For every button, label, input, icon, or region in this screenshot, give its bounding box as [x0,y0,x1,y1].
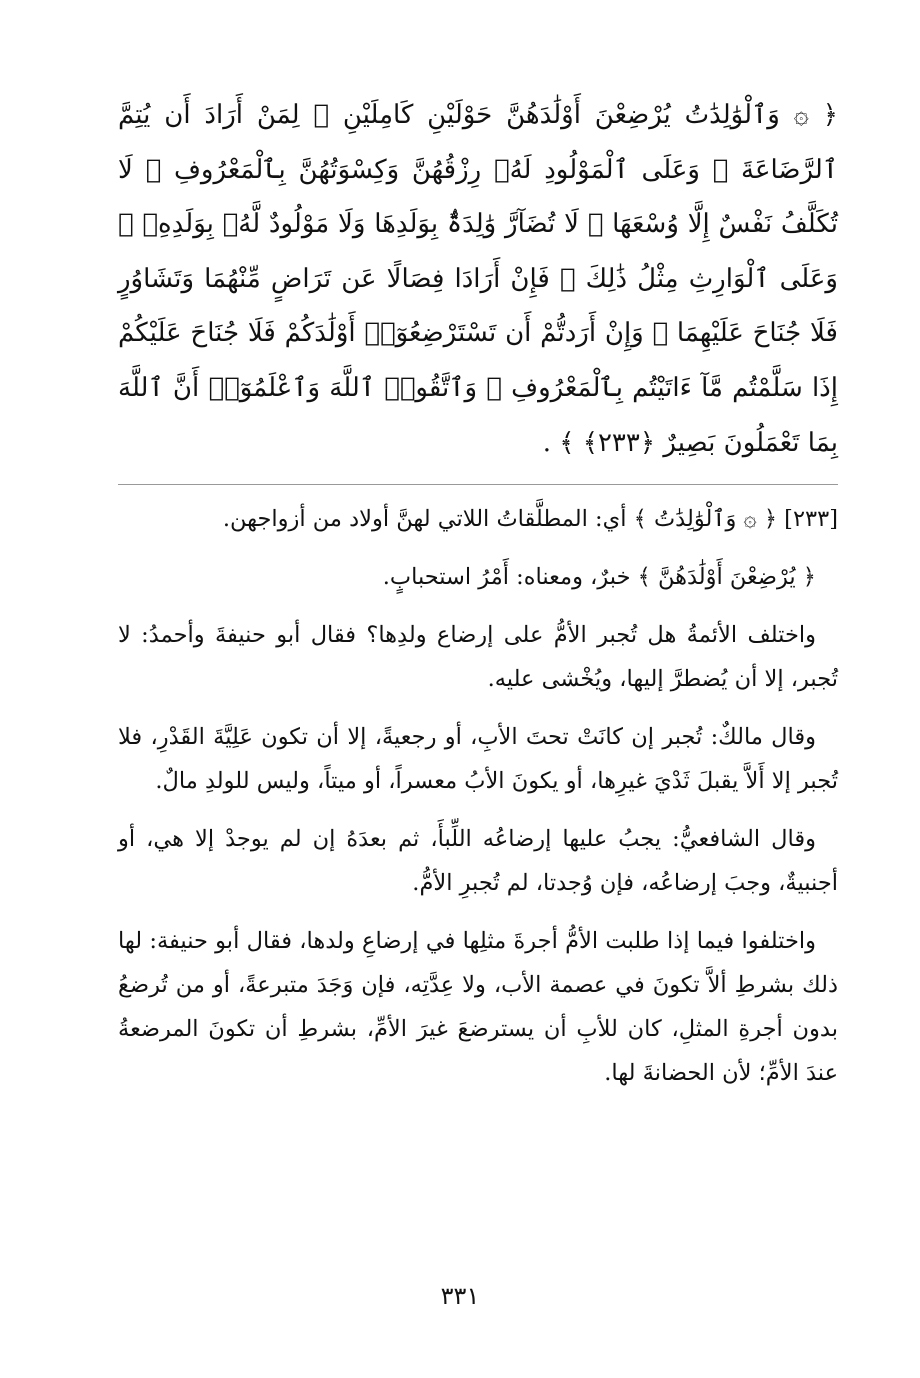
commentary-paragraph-2: ﴿ يُرْضِعْنَ أَوْلَٰدَهُنَّ ﴾ خبرٌ، ومعناه: أَمْرُ استحبابٍ. [382,564,816,591]
quran-verse: ﴿ ۞ وَٱلْوَٰلِدَٰتُ يُرْضِعْنَ أَوْلَٰدَهُنَّ حَوْلَيْنِ كَامِلَيْنِ ۖ لِمَنْ أَرَادَ أَن يُتِمَّ ٱلرَّضَاعَةَ ۚ وَعَلَى ٱلْمَوْلُودِ لَهُۥ رِزْقُهُنَّ وَكِسْوَتُهُنَّ بِٱلْمَعْرُوفِ ۚ لَا تُكَلَّفُ نَفْسٌ إِلَّا وُسْعَهَا ۚ لَا تُضَآرَّ وَٰلِدَةٌۢ بِوَلَدِهَا وَلَا مَوْلُودٌ لَّهُۥ بِوَلَدِهِۦ ۚ وَعَلَى ٱلْوَارِثِ مِثْلُ ذَٰلِكَ ۗ فَإِنْ أَرَادَا فِصَالًا عَن تَرَاضٍ مِّنْهُمَا وَتَشَاوُرٍ فَلَا جُنَاحَ عَلَيْهِمَا ۗ وَإِنْ أَرَدتُّمْ أَن تَسْتَرْضِعُوٓا۟ أَوْلَٰدَكُمْ فَلَا جُنَاحَ عَلَيْكُمْ إِذَا سَلَّمْتُم مَّآ ءَاتَيْتُم بِٱلْمَعْرُوفِ ۗ وَٱتَّقُوا۟ ٱللَّهَ وَٱعْلَمُوٓا۟ أَنَّ ٱللَّهَ بِمَا تَعْمَلُونَ بَصِيرٌ ﴿٢٣٣﴾ ﴾ . [118,100,838,458]
commentary-paragraph-3: واختلف الأئمةُ هل تُجبر الأمُّ على إرضاع ولدِها؟ فقال أبو حنيفةَ وأحمدُ: لا تُجبر، إلا أن يُضطرَّ إليها، ويُخْشى عليه. [118,622,838,693]
commentary-paragraph-1: [٢٣٣] ﴿ ۞ وَٱلْوَٰلِدَٰتُ ﴾ أي: المطلَّقاتُ اللاتي لهنَّ أولاد من أزواجهن. [222,506,838,533]
commentary-paragraph-5: وقال الشافعيُّ: يجبُ عليها إرضاعُه اللِّبأَ، ثم بعدَهُ إن لم يوجدْ إلا هي، أو أجنبيةٌ، وجبَ إرضاعُه، فإن وُجدتا، لم تُجبرِ الأمُّ. [118,826,838,897]
commentary-paragraph-6: واختلفوا فيما إذا طلبت الأمُّ أجرةَ مثلِها في إرضاعِ ولدها، فقال أبو حنيفة: لها ذلك بشرطِ ألاَّ تكونَ في عصمة الأب، ولا عِدَّتِه، فإن وَجَدَ متبرعةً، أو من تُرضعُ بدون أجرةِ المثلِ، كان للأبِ أن يسترضعَ غيرَ الأمِّ، بشرطِ أن تكونَ المرضعةُ عندَ الأمِّ؛ لأن الحضانةَ لها. [118,928,838,1087]
commentary-paragraph-4: وقال مالكٌ: تُجبر إن كانَتْ تحتَ الأبِ، أو رجعيةً، إلا أن تكون عَلِيَّةَ القَدْرِ، فلا تُجبر إلا أَلاَّ يقبلَ ثَدْيَ غيرِها، أو يكونَ الأبُ معسراً، أو ميتاً، وليس للولدِ مالٌ. [118,724,838,795]
page-number: ٣٣١ [440,1282,480,1310]
section-divider [118,484,838,485]
page-content [118,88,838,1109]
